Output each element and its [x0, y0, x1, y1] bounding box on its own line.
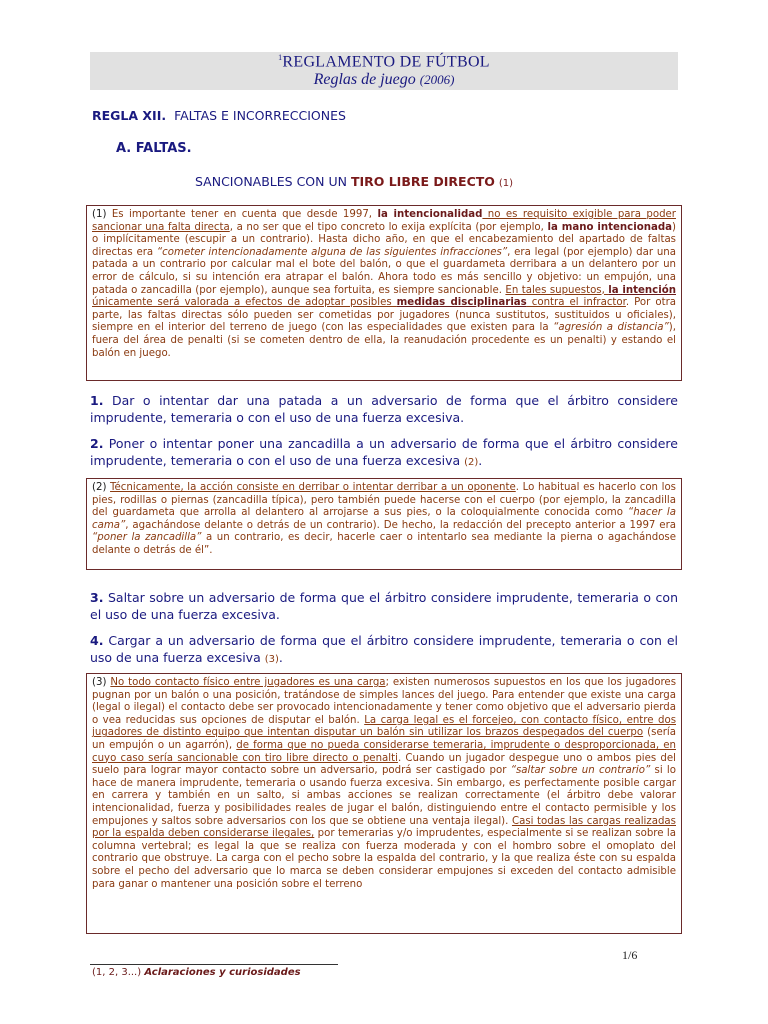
document-header	[90, 52, 678, 90]
note3-text: Casi todas las cargas realizadas por la espalda deben considerarse ilegales,	[92, 815, 676, 840]
sanc-ref: (1)	[498, 178, 514, 189]
rule2-ref: (2)	[464, 457, 479, 468]
note1-text: . Por otra parte, las faltas directas sólo pueden ser cometidas por jugadores (nunca sustitutos, sustituidos u oficiales), siempre en el interior del terreno de juego (con las especialidades que existen para la	[92, 297, 676, 334]
footer-nums: (1, 2, 3...)	[92, 967, 142, 978]
title-text: REGLAMENTO DE FÚTBOL	[282, 53, 490, 71]
rule3-num: 3.	[90, 590, 104, 605]
note1-text: “agresión a distancia”	[553, 322, 669, 334]
note1-text: “cometer intencionadamente alguna de las siguientes infracciones”	[156, 246, 508, 258]
note2-text: “hacer la cama”	[92, 507, 676, 531]
note1-text: la mano intencionada	[547, 221, 673, 233]
subtitle-year: (2006)	[419, 72, 455, 88]
regla-label: REGLA XII.	[92, 108, 167, 123]
note1-text: medidas disciplinarias	[396, 297, 527, 309]
note1-text: Es importante tener en cuenta que desde 1997,	[111, 209, 378, 220]
section-heading: A. FALTAS.	[116, 141, 192, 156]
note1-text: , a no ser que el tipo concreto lo exija explícita (por ejemplo,	[229, 221, 548, 233]
note3-text: No todo contacto físico entre jugadores es una carga	[110, 677, 386, 688]
note3-num: (3)	[92, 677, 111, 688]
note-2	[86, 478, 682, 570]
rule-3	[90, 589, 678, 623]
regla-heading	[92, 108, 346, 123]
rule4-text: Cargar a un adversario de forma que el árbitro considere imprudente, temeraria o con el uso de una fuerza excesiva	[90, 633, 678, 665]
note2-text: , agachándose delante o detrás de un contrario). De hecho, la redacción del precepto anterior a 1997 era	[125, 519, 676, 531]
note3-text: . Cuando un jugador despegue uno o ambos pies del suelo para lograr mayor contacto sobre un adversario, podrá ser castigado por	[92, 752, 676, 777]
footer-divider	[90, 964, 338, 965]
rule4-ref: (3)	[264, 654, 279, 665]
footer-legend	[92, 967, 301, 978]
note3-text: (sería un empujón o un agarrón),	[92, 727, 676, 751]
sanc-prefix: SANCIONABLES CON UN	[195, 174, 351, 189]
note1-text: contra el infractor	[526, 297, 626, 309]
note3-text: por temerarias y/o imprudentes, especialmente si se realizan sobre la columna vertebral; es legal la que se realiza con fuerza moderada y con el hombro sobre el omoplato del contrario que obstruye. La carga con el pecho sobre la espalda del contrario, y la que realiza éste con su espalda sobre el pecho del adversario que lo marca se deben considerar empujones si exceden del contacto admisible para ganar o mantener una posición sobre el terreno	[92, 828, 677, 890]
note3-text: ; existen numerosos supuestos en los que los jugadores pugnan por un balón o una posición, tratándose de simples lances del juego. Para entender que existe una carga (legal o ilegal) el contacto debe ser provocado intencionadamente y tener como objetivo que el adversario pierda o vea reducidas sus opciones de disputar el balón.	[92, 677, 677, 726]
note1-text: ), fuera del área de penalti (si se cometen dentro de ella, la reanudación procedente es un penalti) y estando el balón en juego.	[92, 322, 676, 359]
rule-1	[90, 392, 678, 426]
rule4-end: .	[278, 650, 283, 665]
rule2-text: Poner o intentar poner una zancadilla a un adversario de forma que el árbitro considere imprudente, temeraria o con el uso de una fuerza excesiva	[90, 436, 678, 468]
rule-2	[90, 435, 678, 471]
document-title	[90, 53, 678, 71]
note1-text: ) o implícitamente (escupir a un contrario). Hasta dicho año, en que el encabezamiento del apartado de faltas directas era	[92, 221, 676, 258]
page-number: 1/6	[622, 948, 638, 962]
note1-num: (1)	[92, 209, 112, 220]
note-3	[86, 673, 682, 934]
subtitle-text: Reglas de juego	[313, 71, 416, 89]
note2-text: . Lo habitual es hacerlo con los pies, rodillas o piernas (zancadilla típica), pero también puede hacerse con el cuerpo (por ejemplo, la zancadilla del guardameta que arrolla al delantero al arrojarse a sus pies, o la coloquialmente conocida como	[92, 482, 676, 519]
footer-label: Aclaraciones y curiosidades	[144, 967, 301, 978]
rule1-text: Dar o intentar dar una patada a un adversario de forma que el árbitro considere imprudente, temeraria o con el uso de una fuerza excesiva.	[90, 393, 678, 425]
note-1	[86, 205, 682, 381]
note3-text: “saltar sobre un contrario”	[510, 765, 651, 777]
rule2-end: .	[478, 453, 483, 468]
note1-text: únicamente será valorada a efectos de adoptar posibles	[92, 297, 397, 309]
note1-text: no es requisito exigible para poder sancionar una falta directa	[92, 209, 676, 233]
note2-text: Técnicamente, la acción consiste en derribar o intentar derribar a un oponente	[110, 482, 516, 493]
sancionables-heading	[195, 174, 513, 189]
rule2-num: 2.	[90, 436, 104, 451]
note1-text: la intención	[608, 284, 676, 296]
note3-text: de forma que no pueda considerarse temeraria, imprudente o desproporcionada, en cuyo caso sería sancionable con tiro libre directo o penalti	[92, 739, 676, 764]
note1-text: , era legal (por ejemplo) dar una patada a un contrario por calcular mal el bote del balón, o que el guardameta derribara a un delantero por un error de cálculo, si su intención era atrapar el balón. Ahora todo es más sencillo y objetivo: un empujón, una patada o zancadilla (por ejemplo), aunque sea fortuita, es siempre sancionable.	[92, 246, 676, 296]
regla-text: FALTAS E INCORRECCIONES	[174, 108, 346, 123]
note1-text: En tales supuestos,	[505, 284, 609, 296]
rule1-num: 1.	[90, 393, 104, 408]
note3-text: La carga legal es el forcejeo, con contacto físico, entre dos jugadores de distinto equipo que intentan disputar un balón sin utilizar los brazos despegados del cuerpo	[92, 714, 676, 739]
rule3-text: Saltar sobre un adversario de forma que el árbitro considere imprudente, temeraria o con el uso de una fuerza excesiva.	[90, 590, 678, 622]
note2-num: (2)	[92, 482, 111, 493]
sanc-highlight: TIRO LIBRE DIRECTO	[350, 174, 495, 189]
rule4-num: 4.	[90, 633, 104, 648]
title-superscript: 1	[278, 53, 283, 62]
note1-text: la intencionalidad	[377, 209, 483, 220]
note3-text: si lo hace de manera imprudente, temeraria o usando fuerza excesiva. Sin embargo, es perfectamente posible cargar en carrera y también en un salto, si ambas acciones se realizan correctamente (el árbitro debe valorar intencionalidad, fuerza y posibilidades reales de jugar el balón, distinguiendo entre el contacto permisible y los empujones y saltos sobre adversarios con los que se obtiene una ventaja ilegal).	[92, 765, 676, 827]
document-subtitle	[90, 71, 678, 89]
rule-4	[90, 632, 678, 668]
note2-text: a un contrario, es decir, hacerle caer o intentarlo sea mediante la pierna o agachándose delante o detrás de él”.	[92, 532, 677, 556]
note2-text: “poner la zancadilla”	[92, 532, 202, 544]
